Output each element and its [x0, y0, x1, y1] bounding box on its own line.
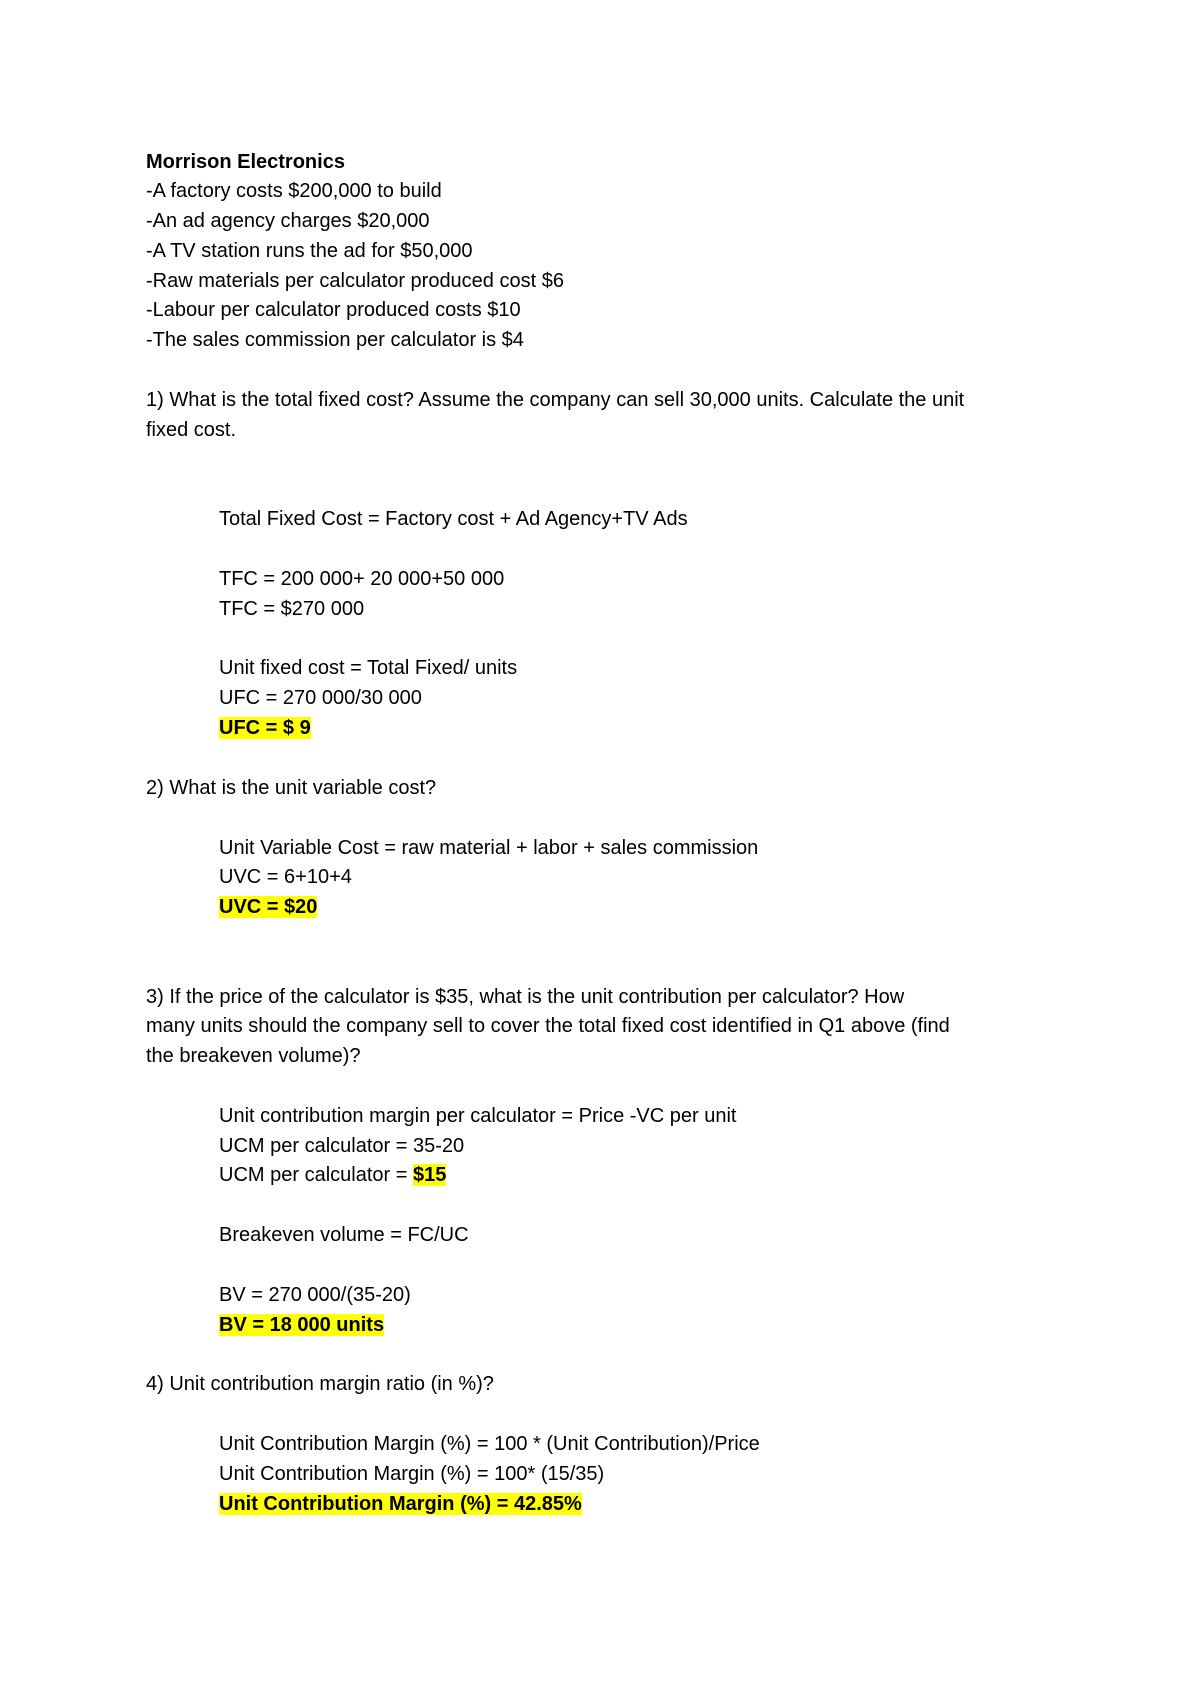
fact-labour: -Labour per calculator produced costs $10: [146, 299, 521, 321]
q1-ufc-formula: Unit fixed cost = Total Fixed/ units: [219, 657, 518, 679]
q3-ucm-result-value: $15: [412, 1164, 447, 1186]
q3-question-line2: many units should the company sell to cover the total fixed cost identified in Q1 above (find: [146, 1015, 950, 1037]
q3-ucm-calc: UCM per calculator = 35-20: [219, 1135, 465, 1157]
q3-question-line1: 3) If the price of the calculator is $35, what is the unit contribution per calculator? How: [146, 986, 905, 1008]
q3-bv-formula: Breakeven volume = FC/UC: [219, 1224, 469, 1246]
q4-formula: Unit Contribution Margin (%) = 100 * (Unit Contribution)/Price: [219, 1433, 760, 1455]
q4-question: 4) Unit contribution margin ratio (in %)?: [146, 1373, 494, 1395]
q2-question: 2) What is the unit variable cost?: [146, 777, 437, 799]
q3-bv-calc: BV = 270 000/(35-20): [219, 1284, 411, 1306]
q4-calc: Unit Contribution Margin (%) = 100* (15/35): [219, 1463, 605, 1485]
q1-answer-row: [219, 716, 311, 740]
q2-answer-row: [219, 895, 317, 919]
document-title: Morrison Electronics: [146, 151, 345, 173]
q2-formula: Unit Variable Cost = raw material + labor + sales commission: [219, 837, 759, 859]
q1-question-line2: fixed cost.: [146, 419, 237, 441]
q2-calc: UVC = 6+10+4: [219, 866, 352, 888]
q2-answer: UVC = $20: [219, 896, 318, 918]
fact-factory-cost: -A factory costs $200,000 to build: [146, 180, 442, 202]
fact-sales-commission: -The sales commission per calculator is $4: [146, 329, 524, 351]
q4-answer: Unit Contribution Margin (%) = 42.85%: [219, 1493, 582, 1515]
q3-ucm-formula: Unit contribution margin per calculator = Price -VC per unit: [219, 1105, 737, 1127]
q3-ucm-result: [219, 1163, 446, 1187]
q4-answer-row: [219, 1492, 582, 1516]
q1-ufc-answer: UFC = $ 9: [219, 717, 311, 739]
q1-ufc-calc: UFC = 270 000/30 000: [219, 687, 422, 709]
q3-bv-answer: BV = 18 000 units: [219, 1314, 385, 1336]
q1-tfc-calc: TFC = 200 000+ 20 000+50 000: [219, 568, 505, 590]
q3-question-line3: the breakeven volume)?: [146, 1045, 361, 1067]
fact-raw-materials: -Raw materials per calculator produced cost $6: [146, 270, 564, 292]
q1-formula: Total Fixed Cost = Factory cost + Ad Agency+TV Ads: [219, 508, 688, 530]
q3-answer-row: [219, 1313, 384, 1337]
q3-ucm-result-label: UCM per calculator =: [219, 1164, 413, 1186]
q1-question-line1: 1) What is the total fixed cost? Assume the company can sell 30,000 units. Calculate the unit: [146, 389, 965, 411]
fact-tv-station: -A TV station runs the ad for $50,000: [146, 240, 473, 262]
fact-ad-agency: -An ad agency charges $20,000: [146, 210, 430, 232]
q1-tfc-result: TFC = $270 000: [219, 598, 365, 620]
